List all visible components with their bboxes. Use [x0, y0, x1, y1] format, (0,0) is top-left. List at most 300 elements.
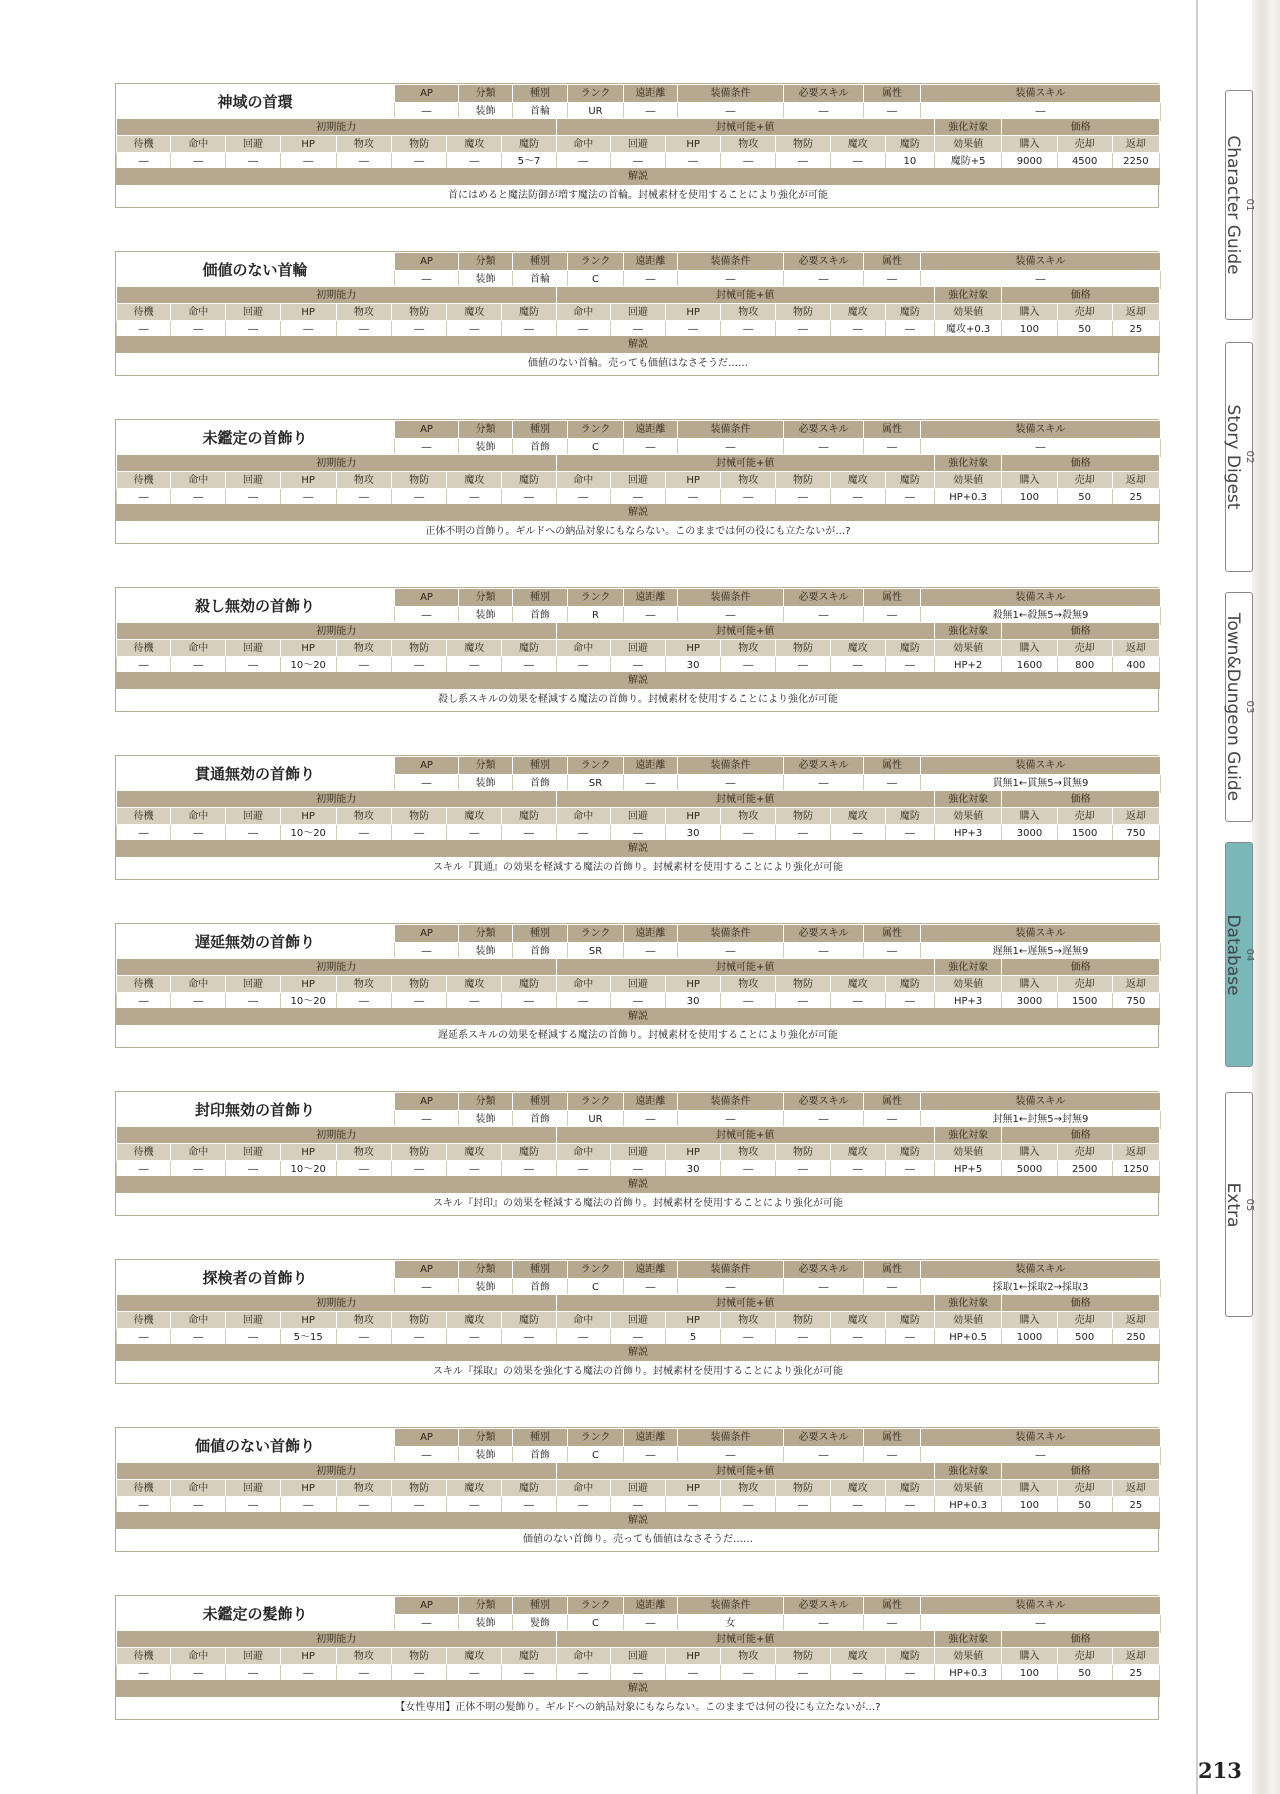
stat-label: 魔防 — [885, 640, 934, 657]
effect-value-label: 効果値 — [934, 136, 1001, 153]
initial-stat-value: ― — [171, 657, 226, 674]
attribute-value: ― — [624, 775, 678, 793]
stat-label: 魔攻 — [830, 136, 885, 153]
item-description: 遅延系スキルの効果を軽減する魔法の首飾り。封械素材を使用することにより強化が可能 — [438, 1030, 838, 1041]
sealed-stat-value: ― — [610, 993, 665, 1010]
stat-label: 回避 — [610, 472, 665, 489]
attribute-value: ― — [864, 607, 921, 625]
stat-label: 魔防 — [885, 808, 934, 825]
initial-stat-value: ― — [171, 1161, 226, 1178]
description-header: 解説 — [116, 168, 1160, 185]
boost-value: HP+0.3 — [934, 1665, 1001, 1682]
initial-stat-value: ― — [171, 1329, 226, 1346]
column-header: 遠距離 — [624, 253, 678, 271]
column-header: 装備スキル — [921, 925, 1161, 943]
initial-stat-value: ― — [447, 321, 502, 338]
column-header: 遠距離 — [624, 589, 678, 607]
stat-label: 物攻 — [336, 1312, 391, 1329]
effect-value-label: 効果値 — [934, 1648, 1001, 1665]
price-value: 100 — [1002, 1665, 1057, 1682]
initial-stat-value: ― — [447, 489, 502, 506]
sealed-stat-value: ― — [721, 993, 776, 1010]
description-header: 解説 — [116, 1680, 1160, 1697]
stat-label: 待機 — [117, 808, 171, 825]
column-header: ランク — [568, 589, 624, 607]
price-label: 売却 — [1057, 472, 1112, 489]
stat-label: 回避 — [226, 1312, 280, 1329]
initial-stat-value: ― — [502, 825, 556, 842]
stat-label: 魔攻 — [830, 1312, 885, 1329]
stat-label: 物防 — [392, 1480, 447, 1497]
boost-target-header: 強化対象 — [934, 455, 1001, 472]
stat-label: HP — [280, 640, 336, 657]
stat-label: 魔防 — [502, 472, 556, 489]
tab-content — [1223, 1182, 1255, 1227]
column-header: 種別 — [513, 1597, 568, 1615]
boost-target-header: 強化対象 — [934, 623, 1001, 640]
description-header: 解説 — [116, 1512, 1160, 1529]
initial-stat-value: ― — [280, 321, 336, 338]
sealable-header: 封械可能+値 — [556, 119, 934, 136]
stat-label: 物攻 — [336, 640, 391, 657]
attribute-value: 装飾 — [459, 1111, 513, 1129]
stat-label: HP — [280, 1648, 336, 1665]
sealed-stat-value: ― — [721, 153, 776, 170]
attribute-value: ― — [624, 1615, 678, 1633]
effect-value-label: 効果値 — [934, 1144, 1001, 1161]
stat-label: 魔防 — [885, 472, 934, 489]
stat-label: 待機 — [117, 472, 171, 489]
stat-label: 物防 — [776, 472, 830, 489]
stat-label: 回避 — [226, 808, 280, 825]
column-header: 装備条件 — [678, 85, 784, 103]
sealed-stat-value: ― — [556, 153, 610, 170]
initial-stat-value: ― — [502, 1665, 556, 1682]
initial-stat-value: ― — [226, 825, 280, 842]
stat-label: 命中 — [171, 640, 226, 657]
price-label: 返却 — [1112, 1144, 1159, 1161]
stat-label: 命中 — [556, 304, 610, 321]
price-value: 1000 — [1002, 1329, 1057, 1346]
boost-target-header: 強化対象 — [934, 959, 1001, 976]
column-header: 属性 — [864, 757, 921, 775]
item-description: 【女性専用】正体不明の髪飾り。ギルドへの納品対象にもならない。このままでは何の役にも立たないが…? — [395, 1702, 881, 1713]
column-header: 装備スキル — [921, 1429, 1161, 1447]
sealable-header: 封械可能+値 — [556, 1295, 934, 1312]
price-value: 1600 — [1002, 657, 1057, 674]
price-label: 売却 — [1057, 1648, 1112, 1665]
attribute-value: ― — [864, 943, 921, 961]
sealed-stat-value: ― — [666, 321, 721, 338]
stat-label: 物防 — [392, 640, 447, 657]
stat-label: 魔防 — [885, 1144, 934, 1161]
attribute-value: ― — [624, 1279, 678, 1297]
attribute-value: 装飾 — [459, 1447, 513, 1465]
price-value: 1500 — [1057, 825, 1112, 842]
initial-stat-value: ― — [392, 825, 447, 842]
boost-target-header: 強化対象 — [934, 1127, 1001, 1144]
price-label: 購入 — [1002, 640, 1057, 657]
item-card — [115, 251, 1159, 376]
attribute-value: R — [568, 607, 624, 625]
initial-stat-value: ― — [447, 657, 502, 674]
tab-content — [1223, 405, 1255, 510]
marble-border — [1252, 0, 1280, 1794]
column-header: ランク — [568, 421, 624, 439]
item-stats-table — [116, 958, 1160, 1010]
price-label: 購入 — [1002, 808, 1057, 825]
tab-number: 03 — [1244, 700, 1255, 714]
initial-stat-value: ― — [117, 993, 171, 1010]
stat-label: 物防 — [776, 1144, 830, 1161]
initial-stat-value: ― — [226, 1329, 280, 1346]
initial-stat-value: ― — [226, 993, 280, 1010]
initial-stat-value: ― — [280, 1497, 336, 1514]
attribute-value: 封無1←封無5→封無9 — [921, 1111, 1161, 1129]
column-header: 装備スキル — [921, 1261, 1161, 1279]
attribute-value: 装飾 — [459, 1279, 513, 1297]
chapter-tab[interactable] — [1225, 842, 1253, 1067]
price-label: 返却 — [1112, 1480, 1159, 1497]
attribute-value: 首輪 — [513, 103, 568, 121]
boost-value: HP+0.3 — [934, 1497, 1001, 1514]
stat-label: 回避 — [610, 1648, 665, 1665]
column-header: 装備スキル — [921, 85, 1161, 103]
stat-label: 命中 — [556, 976, 610, 993]
stat-label: 命中 — [171, 136, 226, 153]
attribute-value: ― — [784, 775, 864, 793]
tab-label: Town&Dungeon Guide — [1223, 612, 1243, 802]
sealed-stat-value: ― — [885, 1665, 934, 1682]
initial-stat-value: ― — [392, 153, 447, 170]
stat-label: 魔攻 — [447, 1480, 502, 1497]
price-value: 250 — [1112, 1329, 1159, 1346]
attribute-value: 貫無1←貫無5→貫無9 — [921, 775, 1161, 793]
stat-label: 物防 — [776, 1648, 830, 1665]
attribute-value: 装飾 — [459, 103, 513, 121]
attribute-value: 女 — [678, 1615, 784, 1633]
price-header: 価格 — [1002, 791, 1160, 808]
price-value: 1250 — [1112, 1161, 1159, 1178]
price-label: 返却 — [1112, 304, 1159, 321]
boost-value: HP+2 — [934, 657, 1001, 674]
initial-stat-value: ― — [392, 1329, 447, 1346]
description-header: 解説 — [116, 1344, 1160, 1361]
price-value: 5000 — [1002, 1161, 1057, 1178]
column-header: 種別 — [513, 1429, 568, 1447]
attribute-value: 遅無1←遅無5→遅無9 — [921, 943, 1161, 961]
tab-content — [1223, 613, 1255, 801]
sealed-stat-value: 5 — [666, 1329, 721, 1346]
price-value: 750 — [1112, 825, 1159, 842]
initial-stat-value: ― — [502, 489, 556, 506]
column-header: 種別 — [513, 253, 568, 271]
stat-label: 物攻 — [721, 808, 776, 825]
stat-label: 魔攻 — [830, 472, 885, 489]
tab-label: Story Digest — [1223, 404, 1243, 510]
column-header: 遠距離 — [624, 757, 678, 775]
attribute-value: UR — [568, 1111, 624, 1129]
stat-label: 物防 — [776, 640, 830, 657]
stat-label: 待機 — [117, 976, 171, 993]
sealable-header: 封械可能+値 — [556, 1127, 934, 1144]
boost-value: 魔攻+0.3 — [934, 321, 1001, 338]
attribute-value: 首飾 — [513, 439, 568, 457]
description-header: 解説 — [116, 504, 1160, 521]
price-value: 800 — [1057, 657, 1112, 674]
stat-label: 命中 — [171, 1144, 226, 1161]
price-value: 25 — [1112, 489, 1159, 506]
item-description: スキル『採取』の効果を強化する魔法の首飾り。封械素材を使用することにより強化が可能 — [433, 1366, 843, 1377]
initial-stat-value: ― — [117, 321, 171, 338]
attribute-value: C — [568, 1279, 624, 1297]
sealed-stat-value: ― — [610, 1497, 665, 1514]
stat-label: 魔攻 — [830, 1144, 885, 1161]
column-header: 種別 — [513, 421, 568, 439]
stat-label: 物攻 — [336, 304, 391, 321]
sealable-header: 封械可能+値 — [556, 959, 934, 976]
column-header: ランク — [568, 1429, 624, 1447]
attribute-value: ― — [678, 775, 784, 793]
item-attributes-table — [394, 756, 1161, 793]
boost-value: HP+5 — [934, 1161, 1001, 1178]
initial-stat-value: ― — [447, 1329, 502, 1346]
attribute-value: ― — [624, 103, 678, 121]
item-attributes-table — [394, 1260, 1161, 1297]
attribute-value: ― — [784, 1111, 864, 1129]
sealed-stat-value: ― — [666, 1665, 721, 1682]
sealed-stat-value: ― — [885, 825, 934, 842]
item-name: 未鑑定の髪飾り — [116, 1596, 395, 1631]
column-header: 装備スキル — [921, 757, 1161, 775]
column-header: AP — [395, 421, 459, 439]
stat-label: 魔防 — [502, 1480, 556, 1497]
initial-stats-header: 初期能力 — [117, 791, 557, 808]
stat-label: 魔防 — [885, 304, 934, 321]
attribute-value: ― — [395, 439, 459, 457]
stat-label: 命中 — [556, 808, 610, 825]
stat-label: 魔防 — [502, 136, 556, 153]
chapter-tab[interactable] — [1225, 342, 1253, 572]
price-header: 価格 — [1002, 1127, 1160, 1144]
stat-label: 魔防 — [502, 1312, 556, 1329]
initial-stat-value: ― — [117, 1329, 171, 1346]
column-header: 遠距離 — [624, 1597, 678, 1615]
sealed-stat-value: ― — [610, 825, 665, 842]
price-label: 返却 — [1112, 1648, 1159, 1665]
tab-content — [1223, 914, 1255, 995]
boost-target-header: 強化対象 — [934, 791, 1001, 808]
initial-stat-value: ― — [447, 1161, 502, 1178]
attribute-value: ― — [864, 775, 921, 793]
initial-stats-header: 初期能力 — [117, 623, 557, 640]
price-header: 価格 — [1002, 119, 1160, 136]
item-description: 殺し系スキルの効果を軽減する魔法の首飾り。封械素材を使用することにより強化が可能 — [438, 694, 838, 705]
initial-stat-value: ― — [336, 825, 391, 842]
effect-value-label: 効果値 — [934, 304, 1001, 321]
stat-label: 命中 — [171, 976, 226, 993]
sealed-stat-value: ― — [666, 1497, 721, 1514]
attribute-value: ― — [784, 1615, 864, 1633]
sealed-stat-value: ― — [885, 321, 934, 338]
stat-label: 魔攻 — [830, 1648, 885, 1665]
sealed-stat-value: ― — [721, 1665, 776, 1682]
attribute-value: 殺無1←殺無5→殺無9 — [921, 607, 1161, 625]
attribute-value: ― — [864, 1279, 921, 1297]
sealed-stat-value: ― — [610, 1665, 665, 1682]
price-label: 売却 — [1057, 1480, 1112, 1497]
sealed-stat-value: ― — [830, 657, 885, 674]
description-header: 解説 — [116, 672, 1160, 689]
attribute-value: ― — [784, 1447, 864, 1465]
column-header: 装備条件 — [678, 1093, 784, 1111]
initial-stat-value: ― — [336, 489, 391, 506]
stat-label: 命中 — [171, 1648, 226, 1665]
attribute-value: ― — [624, 943, 678, 961]
price-label: 返却 — [1112, 472, 1159, 489]
attribute-value: 首飾 — [513, 1111, 568, 1129]
price-value: 4500 — [1057, 153, 1112, 170]
initial-stat-value: ― — [502, 1329, 556, 1346]
stat-label: 魔攻 — [830, 808, 885, 825]
column-header: 属性 — [864, 421, 921, 439]
chapter-tab[interactable] — [1225, 1092, 1253, 1317]
price-value: 750 — [1112, 993, 1159, 1010]
attribute-value: ― — [784, 271, 864, 289]
stat-label: HP — [280, 1144, 336, 1161]
effect-value-label: 効果値 — [934, 472, 1001, 489]
stat-label: 物防 — [392, 976, 447, 993]
sealed-stat-value: ― — [776, 1161, 830, 1178]
attribute-value: ― — [624, 439, 678, 457]
attribute-value: ― — [678, 607, 784, 625]
sealed-stat-value: ― — [556, 1161, 610, 1178]
attribute-value: SR — [568, 943, 624, 961]
sealable-header: 封械可能+値 — [556, 1631, 934, 1648]
price-label: 購入 — [1002, 976, 1057, 993]
sealed-stat-value: ― — [556, 993, 610, 1010]
item-description: 価値のない首輪。売っても価値はなさそうだ…… — [528, 358, 748, 369]
initial-stat-value: ― — [502, 993, 556, 1010]
price-label: 購入 — [1002, 1648, 1057, 1665]
column-header: 必要スキル — [784, 925, 864, 943]
sealed-stat-value: ― — [885, 489, 934, 506]
column-header: 分類 — [459, 1261, 513, 1279]
chapter-tab[interactable] — [1225, 592, 1253, 822]
attribute-value: ― — [395, 607, 459, 625]
stat-label: 待機 — [117, 1648, 171, 1665]
stat-label: 物攻 — [721, 472, 776, 489]
column-header: 必要スキル — [784, 253, 864, 271]
attribute-value: ― — [921, 439, 1161, 457]
sealed-stat-value: ― — [830, 825, 885, 842]
column-header: 種別 — [513, 1261, 568, 1279]
stat-label: 命中 — [556, 136, 610, 153]
stat-label: 命中 — [171, 1480, 226, 1497]
column-header: 必要スキル — [784, 757, 864, 775]
item-card — [115, 755, 1159, 880]
attribute-value: ― — [864, 103, 921, 121]
stat-label: 物防 — [776, 1480, 830, 1497]
price-label: 返却 — [1112, 976, 1159, 993]
initial-stat-value: 10～20 — [280, 1161, 336, 1178]
attribute-value: 装飾 — [459, 1615, 513, 1633]
attribute-value: 採取1←採取2→採取3 — [921, 1279, 1161, 1297]
stat-label: 待機 — [117, 304, 171, 321]
sealed-stat-value: ― — [776, 825, 830, 842]
column-header: 装備スキル — [921, 589, 1161, 607]
sealed-stat-value: ― — [885, 1497, 934, 1514]
stat-label: 回避 — [610, 640, 665, 657]
sealed-stat-value: ― — [721, 657, 776, 674]
attribute-value: ― — [678, 1279, 784, 1297]
attribute-value: ― — [624, 1447, 678, 1465]
attribute-value: ― — [395, 271, 459, 289]
item-name: 神域の首環 — [116, 84, 395, 119]
sealed-stat-value: ― — [610, 489, 665, 506]
column-header: 必要スキル — [784, 589, 864, 607]
sealed-stat-value: ― — [776, 1665, 830, 1682]
column-header: AP — [395, 589, 459, 607]
stat-label: 物攻 — [336, 1480, 391, 1497]
column-header: 種別 — [513, 757, 568, 775]
stat-label: 物攻 — [721, 640, 776, 657]
stat-label: 物攻 — [721, 976, 776, 993]
stat-label: 回避 — [226, 1480, 280, 1497]
column-header: 分類 — [459, 589, 513, 607]
stat-label: 物攻 — [721, 304, 776, 321]
attribute-value: ― — [624, 1111, 678, 1129]
attribute-value: 装飾 — [459, 943, 513, 961]
chapter-tab[interactable] — [1225, 90, 1253, 320]
column-header: 装備条件 — [678, 1261, 784, 1279]
sealable-header: 封械可能+値 — [556, 791, 934, 808]
column-header: 分類 — [459, 925, 513, 943]
stat-label: 物攻 — [721, 1144, 776, 1161]
column-header: 必要スキル — [784, 1093, 864, 1111]
item-attributes-table — [394, 1092, 1161, 1129]
stat-label: 魔防 — [502, 808, 556, 825]
sealed-stat-value: ― — [610, 1329, 665, 1346]
stat-label: 魔攻 — [830, 976, 885, 993]
attribute-value: ― — [784, 607, 864, 625]
price-label: 購入 — [1002, 1480, 1057, 1497]
initial-stat-value: ― — [117, 153, 171, 170]
attribute-value: 装飾 — [459, 439, 513, 457]
stat-label: 回避 — [226, 640, 280, 657]
initial-stat-value: ― — [336, 153, 391, 170]
initial-stat-value: ― — [226, 1497, 280, 1514]
price-value: 9000 — [1002, 153, 1057, 170]
item-card — [115, 923, 1159, 1048]
attribute-value: UR — [568, 103, 624, 121]
effect-value-label: 効果値 — [934, 976, 1001, 993]
initial-stat-value: ― — [171, 993, 226, 1010]
column-header: AP — [395, 925, 459, 943]
column-header: ランク — [568, 85, 624, 103]
sealed-stat-value: ― — [610, 1161, 665, 1178]
price-value: 400 — [1112, 657, 1159, 674]
attribute-value: ― — [678, 439, 784, 457]
initial-stat-value: ― — [117, 1161, 171, 1178]
column-header: ランク — [568, 1261, 624, 1279]
stat-label: 物攻 — [336, 472, 391, 489]
sealed-stat-value: ― — [830, 153, 885, 170]
stat-label: HP — [666, 1144, 721, 1161]
stat-label: 魔攻 — [447, 976, 502, 993]
stat-label: HP — [666, 976, 721, 993]
price-value: 50 — [1057, 321, 1112, 338]
